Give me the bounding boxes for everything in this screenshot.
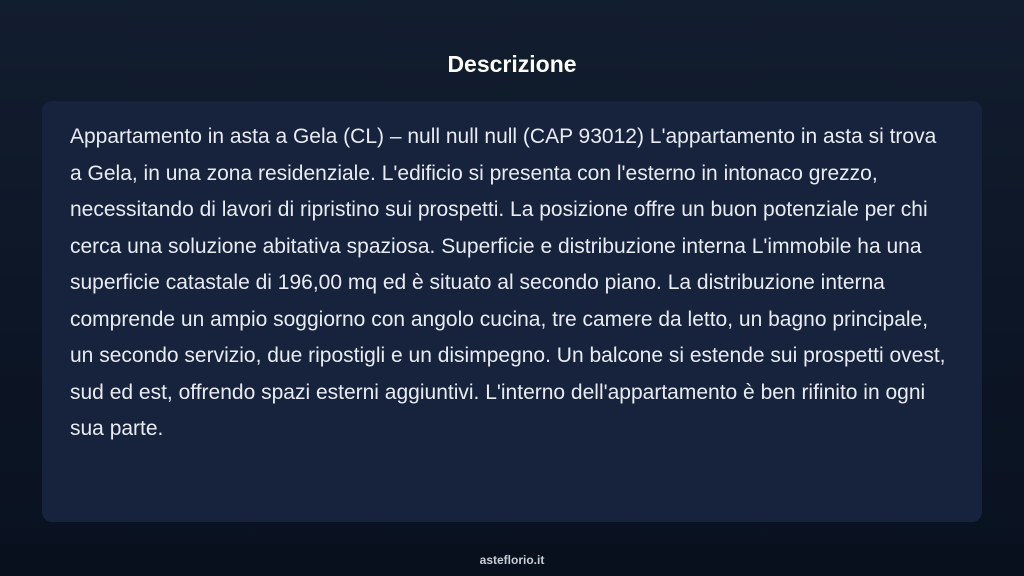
description-card [42, 101, 982, 522]
footer-site-label: asteflorio.it [479, 553, 545, 567]
footer-bar [0, 544, 1024, 576]
description-text: Appartamento in asta a Gela (CL) – null null null (CAP 93012) L'appartamento in asta si trova a Gela, in una zona residenziale. L'edificio si presenta con l'esterno in intonaco grezzo, necessitando di lavori di ripristino sui prospetti. La posizione offre un buon potenziale per chi cerca una soluzione abitativa spaziosa. Superficie e distribuzione interna L'immobile ha una superficie catastale di 196,00 mq ed è situato al secondo piano. La distribuzione interna comprende un ampio soggiorno con angolo cucina, tre camere da letto, un bagno principale, un secondo servizio, due ripostigli e un disimpegno. Un balcone si estende sui prospetti ovest, sud ed est, offrendo spazi esterni aggiuntivi. L'interno dell'appartamento è ben rifinito in ogni sua parte. [70, 125, 946, 440]
page-title: Descrizione [447, 51, 577, 77]
